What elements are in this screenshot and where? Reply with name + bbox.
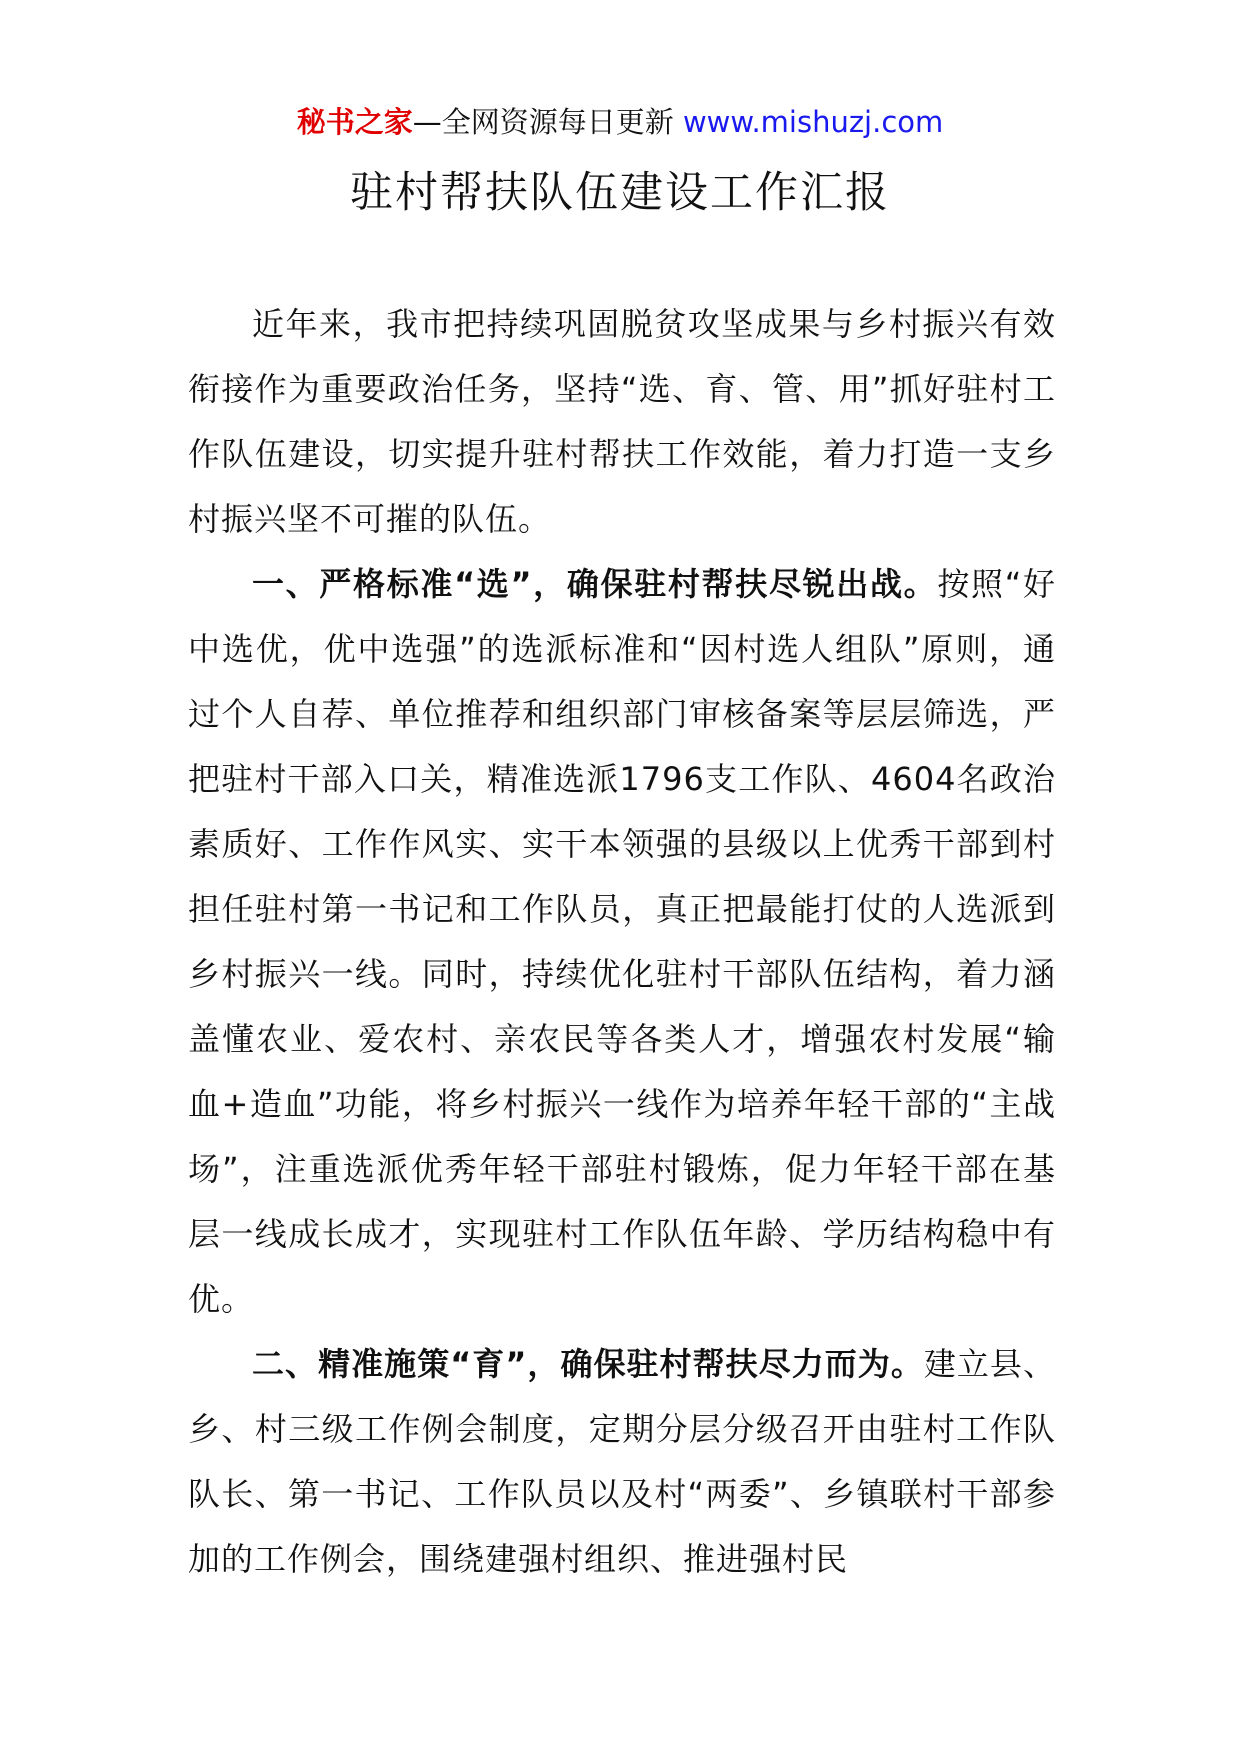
document-body: [188, 292, 1056, 1592]
site-header: [0, 100, 1240, 144]
section-1-paragraph: [188, 552, 1056, 1332]
document-title: 驻村帮扶队伍建设工作汇报: [350, 168, 890, 218]
section-1-heading: 一、严格标准“选”，确保驻村帮扶尽锐出战。: [252, 565, 938, 603]
site-brand: 秘书之家: [296, 105, 413, 139]
site-slogan: —全网资源每日更新: [412, 105, 674, 139]
section-2-heading: 二、精准施策“育”，确保驻村帮扶尽力而为。: [252, 1345, 924, 1383]
intro-paragraph: 近年来，我市把持续巩固脱贫攻坚成果与乡村振兴有效衔接作为重要政治任务，坚持“选、育、管、用”抓好驻村工作队伍建设，切实提升驻村帮扶工作效能，着力打造一支乡村振兴坚不可摧的队伍。: [188, 305, 1056, 538]
section-1-text: 按照“好中选优，优中选强”的选派标准和“因村选人组队”原则，通过个人自荐、单位推荐和组织部门审核备案等层层筛选，严把驻村干部入口关，精准选派1796支工作队、4604名政治素质好、工作作风实、实干本领强的县级以上优秀干部到村担任驻村第一书记和工作队员，真正把最能打仗的人选派到乡村振兴一线。同时，持续优化驻村干部队伍结构，着力涵盖懂农业、爱农村、亲农民等各类人才，增强农村发展“输血+造血”功能，将乡村振兴一线作为培养年轻干部的“主战场”，注重选派优秀年轻干部驻村锻炼，促力年轻干部在基层一线成长成才，实现驻村工作队伍年龄、学历结构稳中有优。: [188, 565, 1056, 1318]
section-2-paragraph: [188, 1332, 1056, 1592]
section-2-text: 建立县、乡、村三级工作例会制度，定期分层分级召开由驻村工作队队长、第一书记、工作队员以及村“两委”、乡镇联村干部参加的工作例会，围绕建强村组织、推进强村民: [188, 1345, 1056, 1578]
site-url-link[interactable]: www.mishuzj.com: [682, 105, 944, 139]
